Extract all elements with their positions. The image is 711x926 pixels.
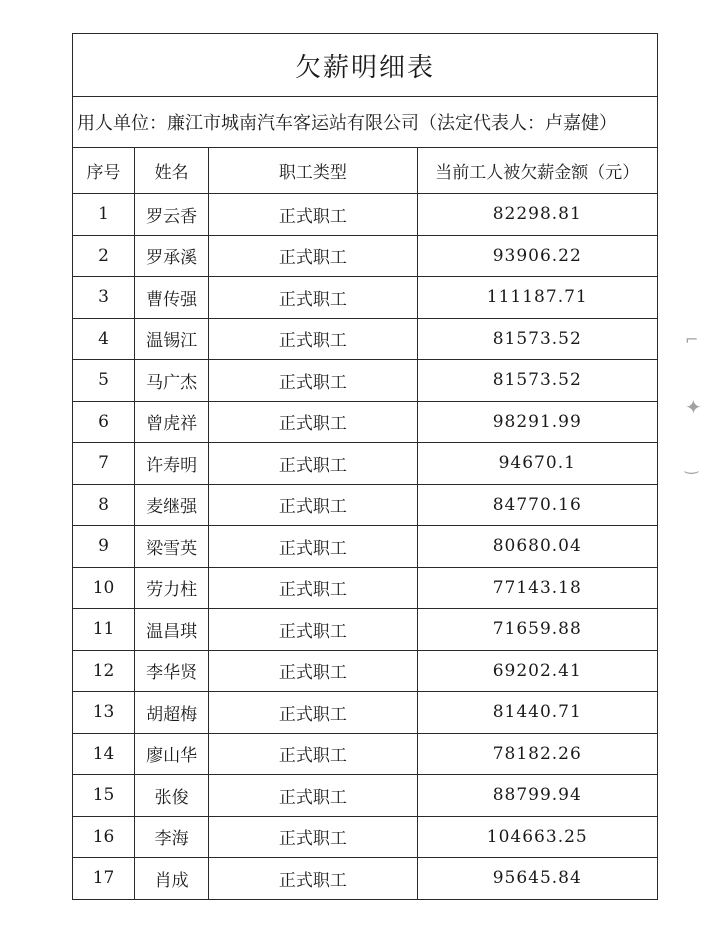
header-amount: 当前工人被欠薪金额（元）: [417, 148, 657, 194]
employee-type: 正式职工: [209, 816, 417, 858]
employee-type: 正式职工: [209, 484, 417, 526]
table-row: [73, 567, 658, 609]
employee-type: 正式职工: [209, 401, 417, 443]
seal-fragment-mark: ✦: [685, 395, 702, 419]
seal-fragment-mark: ⌐: [685, 330, 699, 349]
employee-name: 麦继强: [135, 484, 209, 526]
owed-amount: 111187.71: [417, 277, 657, 319]
table-row: [73, 277, 658, 319]
employee-name: 马广杰: [135, 360, 209, 402]
header-type: 职工类型: [209, 148, 417, 194]
employee-name: 李海: [135, 816, 209, 858]
owed-amount: 81573.52: [417, 318, 657, 360]
employee-type: 正式职工: [209, 526, 417, 568]
row-number: 11: [73, 609, 135, 651]
employee-type: 正式职工: [209, 733, 417, 775]
header-row: [73, 148, 658, 194]
row-number: 17: [73, 858, 135, 900]
header-name: 姓名: [135, 148, 209, 194]
row-number: 14: [73, 733, 135, 775]
owed-amount: 69202.41: [417, 650, 657, 692]
arrears-table: [72, 33, 658, 900]
owed-amount: 95645.84: [417, 858, 657, 900]
row-number: 15: [73, 775, 135, 817]
row-number: 6: [73, 401, 135, 443]
employee-name: 罗云香: [135, 194, 209, 236]
owed-amount: 88799.94: [417, 775, 657, 817]
employee-name: 梁雪英: [135, 526, 209, 568]
employee-name: 李华贤: [135, 650, 209, 692]
employee-name: 廖山华: [135, 733, 209, 775]
table-row: [73, 733, 658, 775]
title-row: [73, 34, 658, 97]
owed-amount: 80680.04: [417, 526, 657, 568]
employee-name: 温锡江: [135, 318, 209, 360]
table-row: [73, 526, 658, 568]
owed-amount: 78182.26: [417, 733, 657, 775]
employee-name: 许寿明: [135, 443, 209, 485]
row-number: 12: [73, 650, 135, 692]
employee-type: 正式职工: [209, 360, 417, 402]
owed-amount: 82298.81: [417, 194, 657, 236]
table-row: [73, 194, 658, 236]
table-row: [73, 484, 658, 526]
row-number: 5: [73, 360, 135, 402]
owed-amount: 71659.88: [417, 609, 657, 651]
employee-type: 正式职工: [209, 194, 417, 236]
employer-line: 用人单位：廉江市城南汽车客运站有限公司（法定代表人：卢嘉健）: [73, 97, 658, 148]
employee-name: 温昌琪: [135, 609, 209, 651]
table-row: [73, 816, 658, 858]
employee-type: 正式职工: [209, 775, 417, 817]
table-row: [73, 235, 658, 277]
row-number: 10: [73, 567, 135, 609]
table-row: [73, 609, 658, 651]
table-row: [73, 775, 658, 817]
owed-amount: 98291.99: [417, 401, 657, 443]
owed-amount: 93906.22: [417, 235, 657, 277]
document-title: 欠薪明细表: [73, 34, 658, 97]
employee-name: 曾虎祥: [135, 401, 209, 443]
employee-type: 正式职工: [209, 567, 417, 609]
employee-type: 正式职工: [209, 692, 417, 734]
table-row: [73, 650, 658, 692]
employee-name: 肖成: [135, 858, 209, 900]
row-number: 13: [73, 692, 135, 734]
owed-amount: 84770.16: [417, 484, 657, 526]
employee-name: 罗承溪: [135, 235, 209, 277]
table-row: [73, 401, 658, 443]
row-number: 4: [73, 318, 135, 360]
employee-type: 正式职工: [209, 609, 417, 651]
owed-amount: 104663.25: [417, 816, 657, 858]
employee-name: 胡超梅: [135, 692, 209, 734]
employee-type: 正式职工: [209, 318, 417, 360]
seal-fragment-mark: ‿: [685, 455, 698, 474]
owed-amount: 81440.71: [417, 692, 657, 734]
employee-type: 正式职工: [209, 650, 417, 692]
row-number: 8: [73, 484, 135, 526]
employee-name: 劳力柱: [135, 567, 209, 609]
employee-type: 正式职工: [209, 277, 417, 319]
employee-name: 曹传强: [135, 277, 209, 319]
employee-type: 正式职工: [209, 858, 417, 900]
row-number: 7: [73, 443, 135, 485]
header-no: 序号: [73, 148, 135, 194]
org-row: [73, 97, 658, 148]
table-row: [73, 858, 658, 900]
employee-name: 张俊: [135, 775, 209, 817]
employee-type: 正式职工: [209, 443, 417, 485]
table-body: [73, 194, 658, 900]
row-number: 9: [73, 526, 135, 568]
table-row: [73, 443, 658, 485]
row-number: 1: [73, 194, 135, 236]
table-row: [73, 360, 658, 402]
owed-amount: 81573.52: [417, 360, 657, 402]
employee-type: 正式职工: [209, 235, 417, 277]
row-number: 2: [73, 235, 135, 277]
row-number: 16: [73, 816, 135, 858]
owed-amount: 94670.1: [417, 443, 657, 485]
owed-amount: 77143.18: [417, 567, 657, 609]
row-number: 3: [73, 277, 135, 319]
table-row: [73, 318, 658, 360]
table-row: [73, 692, 658, 734]
